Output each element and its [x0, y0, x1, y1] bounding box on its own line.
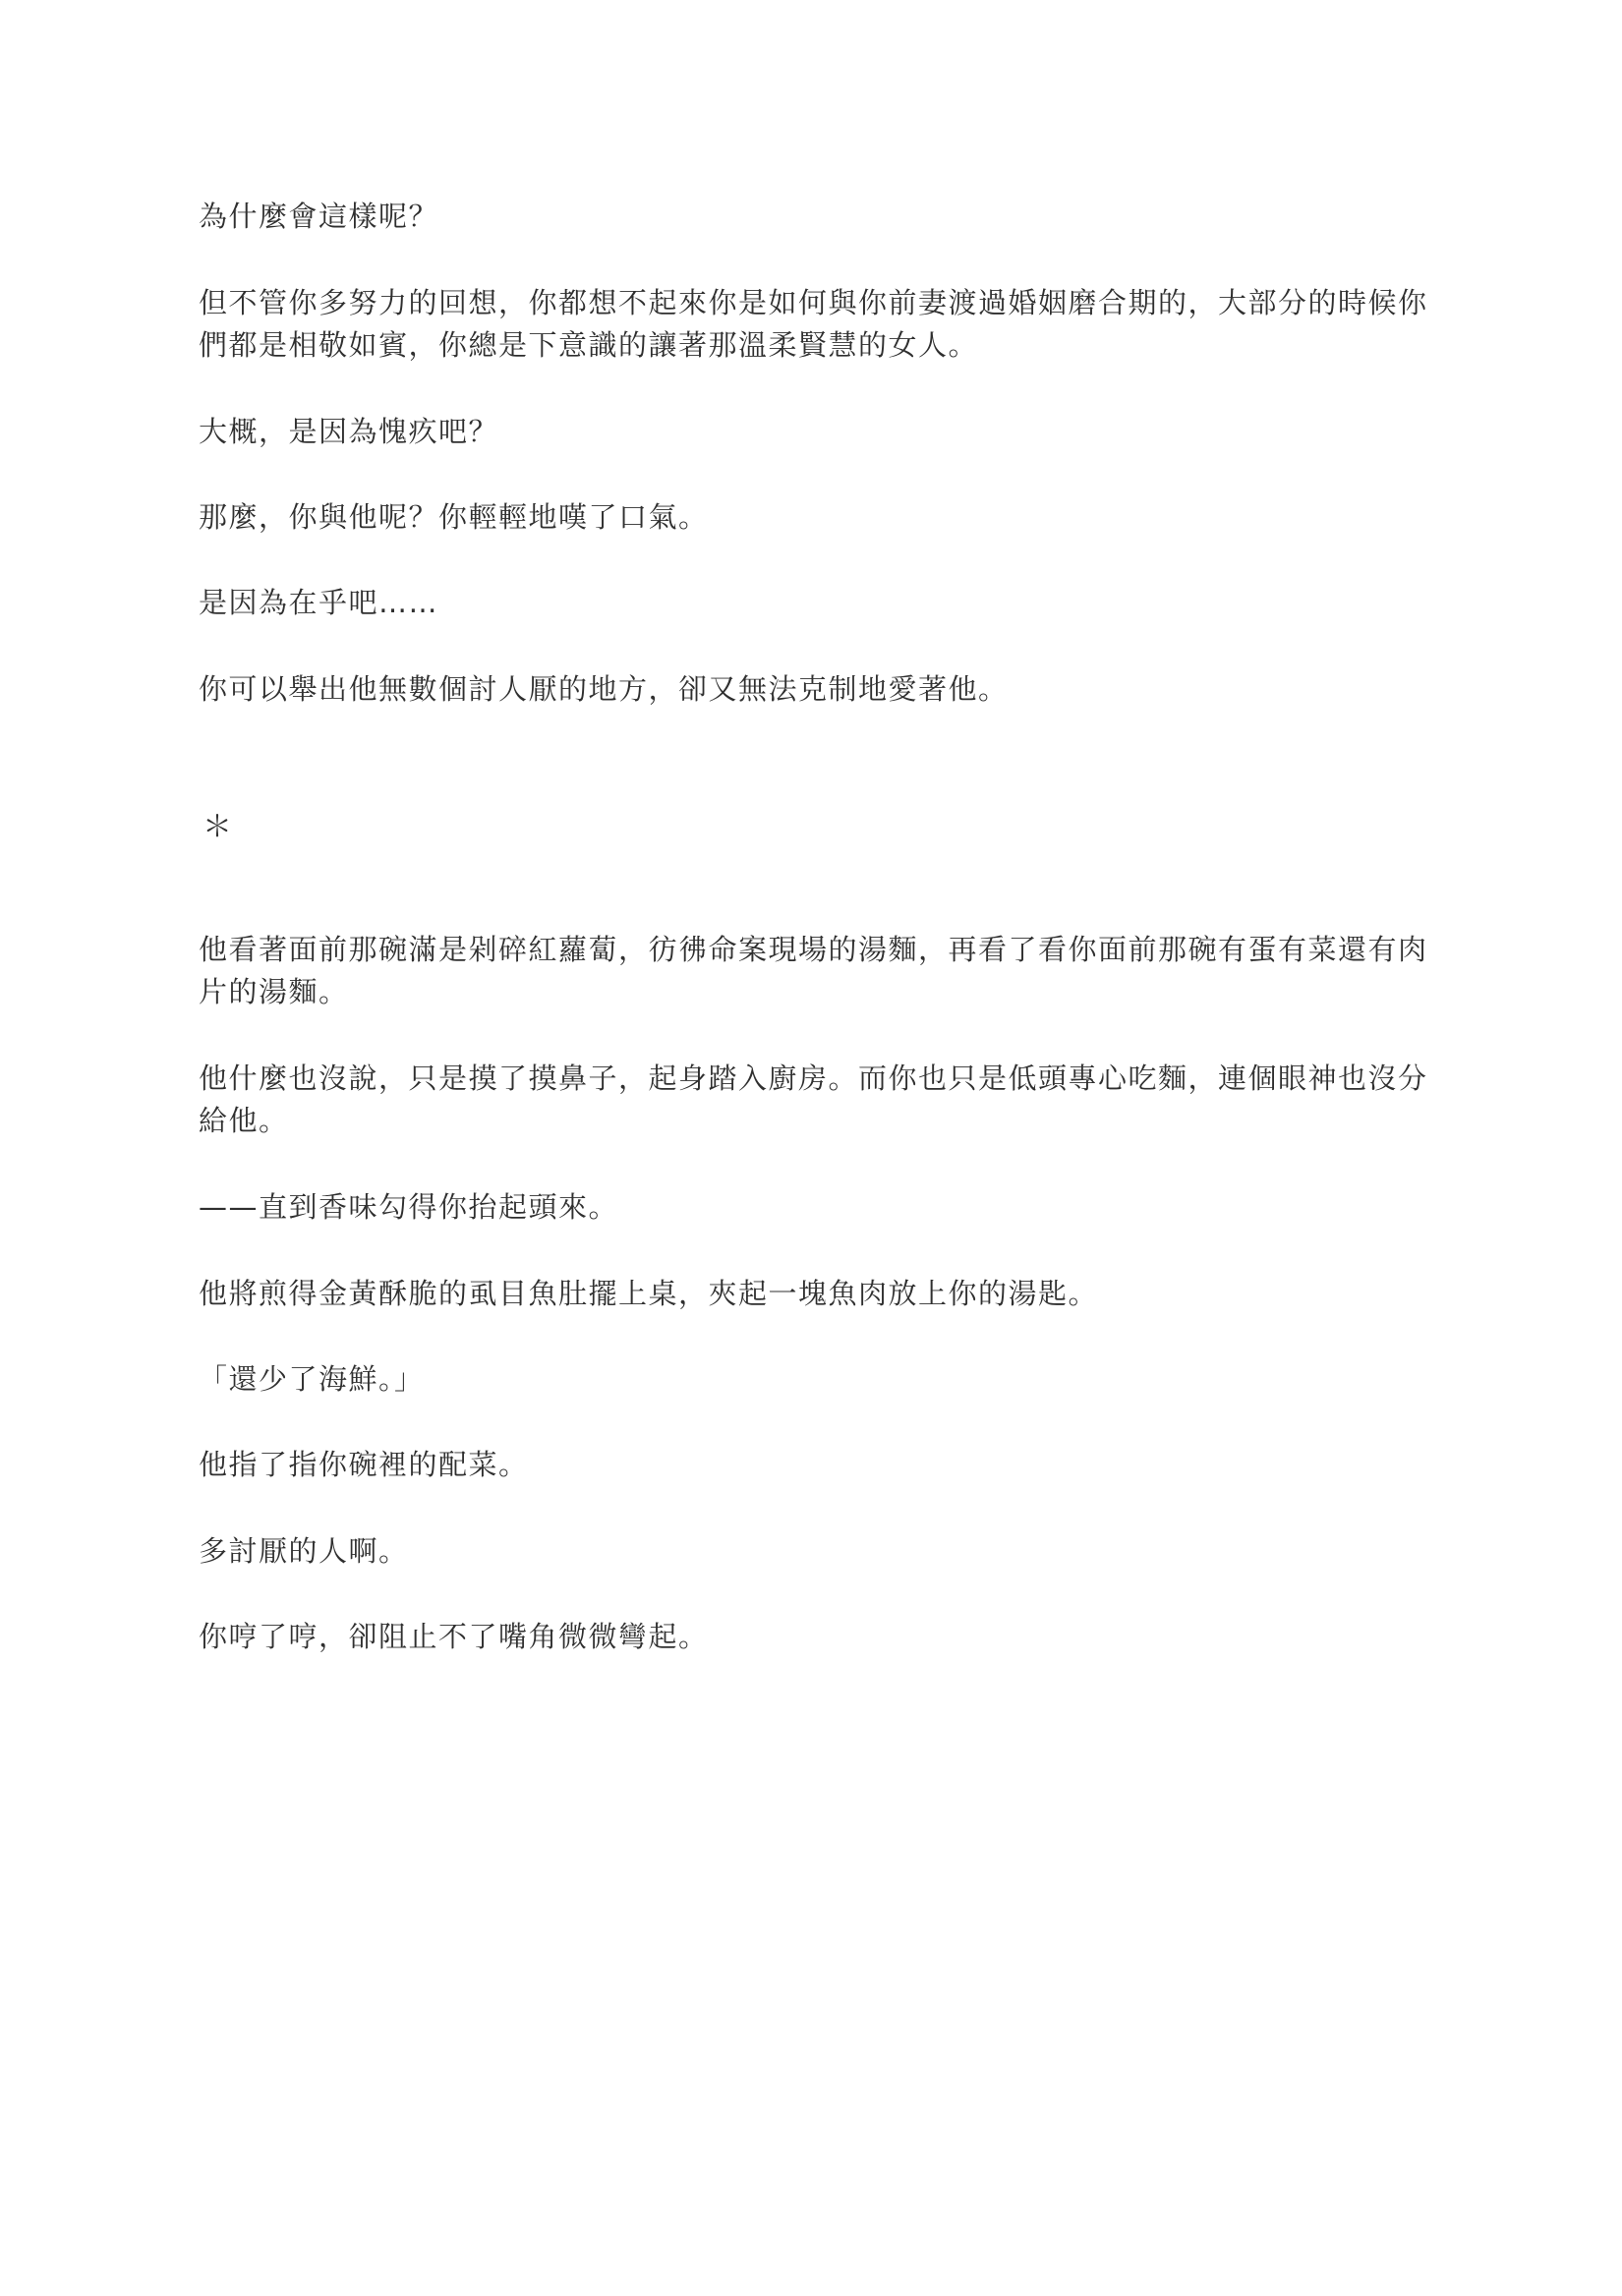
paragraph-1: 為什麼會這樣呢？	[199, 200, 439, 233]
section-separator: ＊	[203, 810, 232, 844]
paragraph-3: 大概，是因為愧疚吧？	[199, 415, 499, 448]
paragraph-7: 他看著面前那碗滿是剁碎紅蘿蔔，彷彿命案現場的湯麵，再看了看你面前那碗有蛋有菜還有肉片的湯麵。	[199, 933, 1428, 1008]
paragraph-12: 他指了指你碗裡的配菜。	[199, 1448, 529, 1481]
paragraph-14: 你哼了哼，卻阻止不了嘴角微微彎起。	[199, 1620, 709, 1653]
paragraph-4: 那麼，你與他呢？你輕輕地嘆了口氣。	[199, 500, 709, 534]
paragraph-13: 多討厭的人啊。	[199, 1534, 409, 1568]
paragraph-2: 但不管你多努力的回想，你都想不起來你是如何與你前妻渡過婚姻磨合期的，大部分的時候你們都是相敬如賓，你總是下意識的讓著那溫柔賢慧的女人。	[199, 286, 1428, 362]
paragraph-8: 他什麼也沒說，只是摸了摸鼻子，起身踏入廚房。而你也只是低頭專心吃麵，連個眼神也沒分給他。	[199, 1062, 1428, 1137]
paragraph-5: 是因為在乎吧……	[199, 586, 439, 619]
paragraph-10: 他將煎得金黃酥脆的虱目魚肚擺上桌，夾起一塊魚肉放上你的湯匙。	[199, 1277, 1099, 1310]
paragraph-9: ——直到香味勾得你抬起頭來。	[199, 1190, 619, 1224]
paragraph-6: 你可以舉出他無數個討人厭的地方，卻又無法克制地愛著他。	[199, 672, 1009, 706]
paragraph-11: 「還少了海鮮。」	[199, 1362, 425, 1396]
